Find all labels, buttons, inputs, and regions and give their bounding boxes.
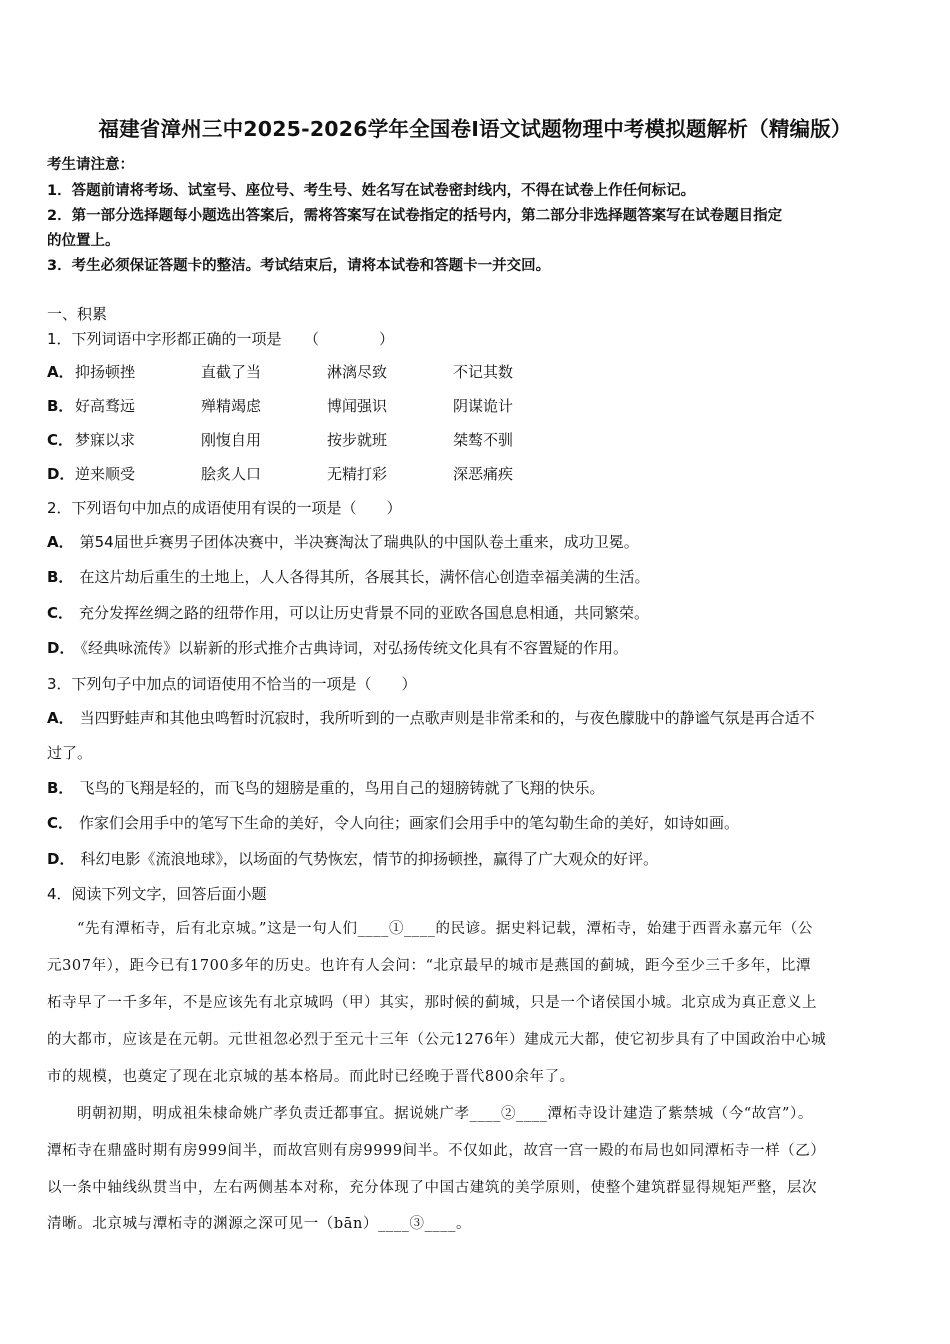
notice-heading: 考生请注意： bbox=[47, 157, 134, 173]
q2-option-c[interactable] bbox=[47, 602, 649, 623]
section-heading: 一、积累 bbox=[47, 305, 108, 323]
option-word: 好高骛远 bbox=[75, 397, 136, 415]
option-text: 作家们会用手中的笔写下生命的美好，令人向往；画家们会用手中的笔勾勒生命的美好，如诗如画。 bbox=[79, 814, 740, 832]
page-title: 福建省漳州三中2025-2026学年全国卷Ⅰ语文试题物理中考模拟题解析（精编版） bbox=[98, 117, 852, 141]
option-label: D． bbox=[47, 639, 75, 657]
passage-line: 柘寺早了一千多年，不是应该先有北京城吗（甲）其实，那时候的蓟城，只是一个诸侯国小城。北京成为真正意义上 bbox=[47, 995, 818, 1011]
q3-option-a-cont: 过了。 bbox=[47, 744, 93, 762]
passage-line: 潭柘寺在鼎盛时期有房999间半，而故宫则有房9999间半。不仅如此，故宫一宫一殿的布局也如同潭柘寺一样（乙） bbox=[47, 1143, 826, 1159]
option-word: 阴谋诡计 bbox=[453, 397, 514, 415]
option-word: 直截了当 bbox=[201, 363, 262, 381]
q2-option-b[interactable] bbox=[47, 566, 649, 587]
option-word: 梦寐以求 bbox=[75, 431, 136, 449]
passage-line: 明朝初期，明成祖朱棣命姚广孝负责迁都事宜。据说姚广孝____②____潭柘寺设计建造了紫禁城（今“故宫”）。 bbox=[77, 1106, 813, 1122]
notice-item-2: 2．第一部分选择题每小题选出答案后，需将答案写在试卷指定的括号内，第二部分非选择题答案写在试卷题目指定 bbox=[47, 208, 783, 224]
q1-option-c[interactable] bbox=[47, 429, 579, 450]
option-label: A． bbox=[47, 363, 74, 381]
passage-line: “先有潭柘寺，后有北京城。”这是一句人们____①____的民谚。据史料记载，潭柘寺，始建于西晋永嘉元年（公 bbox=[77, 921, 813, 937]
option-word: 刚愎自用 bbox=[201, 431, 262, 449]
option-word: 博闻强识 bbox=[327, 397, 388, 415]
option-word: 抑扬顿挫 bbox=[75, 363, 136, 381]
q3-option-d[interactable] bbox=[47, 848, 658, 869]
q1-option-a[interactable] bbox=[47, 361, 579, 382]
option-word: 按步就班 bbox=[327, 431, 388, 449]
option-word: 殚精竭虑 bbox=[201, 397, 262, 415]
q3-option-c[interactable] bbox=[47, 812, 739, 833]
q1-option-b[interactable] bbox=[47, 395, 579, 416]
option-label: A． bbox=[47, 709, 74, 727]
passage-line: 以一条中轴线纵贯当中，左右两侧基本对称，充分体现了中国古建筑的美学原则，使整个建筑群显得规矩严整，层次 bbox=[47, 1180, 818, 1196]
question-1-stem: 1．下列词语中字形都正确的一项是 （ ） bbox=[47, 330, 395, 348]
q3-option-b[interactable] bbox=[47, 777, 604, 798]
question-2-stem: 2．下列语句中加点的成语使用有误的一项是（ ） bbox=[47, 499, 402, 517]
passage-line: 的大都市，应该是在元朝。元世祖忽必烈于至元十三年（公元1276年）建成元大都，使它初步具有了中国政治中心城 bbox=[47, 1032, 827, 1048]
option-text: 充分发挥丝绸之路的纽带作用，可以让历史背景不同的亚欧各国息息相通，共同繁荣。 bbox=[79, 604, 650, 622]
option-text: 《经典咏流传》以崭新的形式推介古典诗词，对弘扬传统文化具有不容置疑的作用。 bbox=[80, 639, 628, 657]
option-text: 飞鸟的飞翔是轻的，而飞鸟的翅膀是重的，鸟用自己的翅膀铸就了飞翔的快乐。 bbox=[79, 779, 605, 797]
notice-item-3: 3．考生必须保证答题卡的整洁。考试结束后，请将本试卷和答题卡一并交回。 bbox=[47, 258, 551, 274]
question-4-stem: 4．阅读下列文字，回答后面小题 bbox=[47, 885, 267, 903]
option-label: C． bbox=[47, 814, 74, 832]
option-label: D． bbox=[47, 850, 75, 868]
option-word: 逆来顺受 bbox=[75, 465, 136, 483]
option-word: 桀骜不驯 bbox=[453, 431, 514, 449]
option-text: 在这片劫后重生的土地上，人人各得其所，各展其长，满怀信心创造幸福美满的生活。 bbox=[79, 568, 650, 586]
option-text: 当四野蛙声和其他虫鸣暂时沉寂时，我所听到的一点歌声则是非常柔和的，与夜色朦胧中的静谧气氛是再合适不 bbox=[79, 709, 815, 727]
option-label: C． bbox=[47, 431, 74, 449]
option-label: B． bbox=[47, 779, 74, 797]
option-word: 深恶痛疾 bbox=[453, 465, 514, 483]
passage-line: 市的规模，也奠定了现在北京城的基本格局。而此时已经晚于晋代800余年了。 bbox=[47, 1069, 575, 1085]
option-word: 无精打彩 bbox=[327, 465, 388, 483]
passage-line: 清晰。北京城与潭柘寺的渊源之深可见一（bān）____③____。 bbox=[47, 1216, 472, 1232]
option-label: A． bbox=[47, 533, 74, 551]
option-label: B． bbox=[47, 397, 74, 415]
option-text: 科幻电影《流浪地球》，以场面的气势恢宏，情节的抑扬顿挫，赢得了广大观众的好评。 bbox=[80, 850, 658, 868]
notice-item-1: 1．答题前请将考场、试室号、座位号、考生号、姓名写在试卷密封线内，不得在试卷上作任何标记。 bbox=[47, 183, 696, 199]
option-word: 淋漓尽致 bbox=[327, 363, 388, 381]
q3-option-a[interactable] bbox=[47, 707, 815, 728]
option-text: 第54届世乒赛男子团体决赛中，半决赛淘汰了瑞典队的中国队卷土重来，成功卫冕。 bbox=[79, 533, 639, 551]
option-label: B． bbox=[47, 568, 74, 586]
option-label: D． bbox=[47, 465, 75, 483]
option-label: C． bbox=[47, 604, 74, 622]
q1-option-d[interactable] bbox=[47, 463, 579, 484]
passage-line: 元307年），距今已有1700多年的历史。也许有人会问：“北京最早的城市是燕国的蓟城，距今至少三千多年，比潭 bbox=[47, 958, 812, 974]
question-3-stem: 3．下列句子中加点的词语使用不恰当的一项是（ ） bbox=[47, 675, 417, 693]
q2-option-a[interactable] bbox=[47, 531, 639, 552]
option-word: 脍炙人口 bbox=[201, 465, 262, 483]
notice-item-2-cont: 的位置上。 bbox=[47, 233, 120, 249]
q2-option-d[interactable] bbox=[47, 637, 628, 658]
option-word: 不记其数 bbox=[453, 363, 514, 381]
